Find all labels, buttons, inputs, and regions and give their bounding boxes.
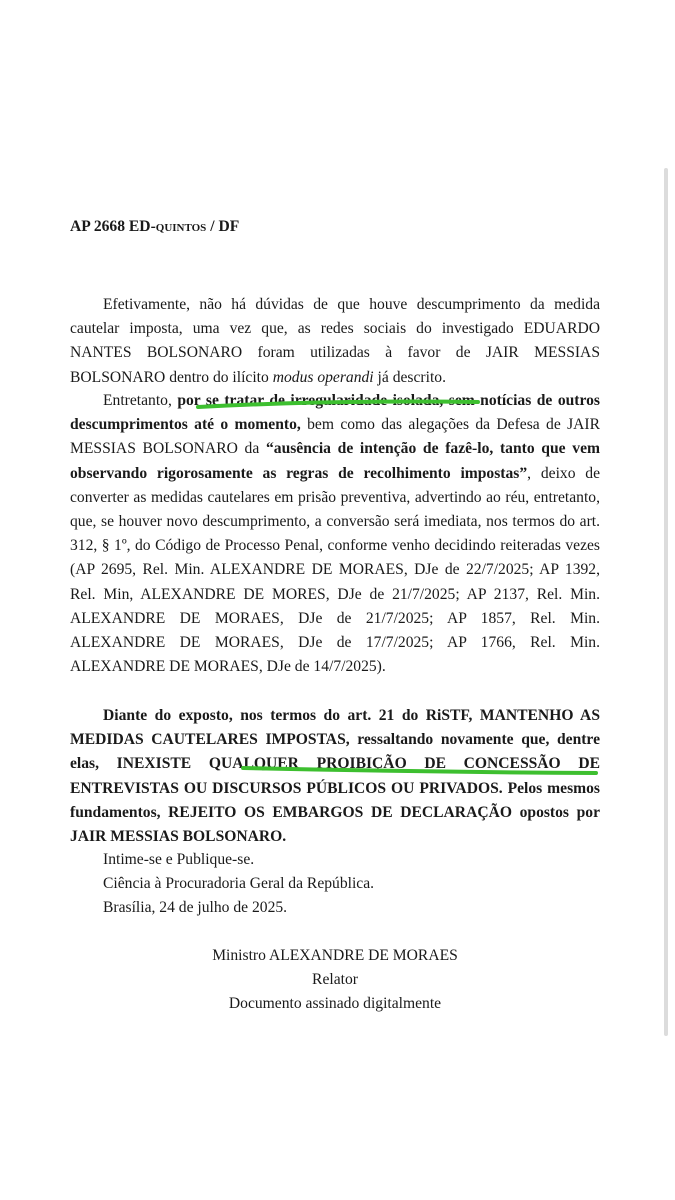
scrollbar[interactable]: [664, 168, 668, 1036]
signature-name: Ministro ALEXANDRE DE MORAES: [212, 947, 458, 964]
case-header: AP 2668 ED-quintos / DF: [70, 218, 240, 235]
closing-line-2: Ciência à Procuradoria Geral da República.: [103, 875, 375, 893]
signature-role: Relator: [312, 971, 358, 989]
closing-line-3: Brasília, 24 de julho de 2025.: [103, 899, 288, 917]
signature-note: Documento assinado digitalmente: [228, 995, 442, 1013]
closing-line-1: Intime-se e Publique-se.: [103, 851, 255, 868]
paragraph-2: Entretanto, por se tratar de irregularidade isolada, sem notícias de outros descumprimentos até o momento, bem como das alegações da Defesa de JAIR MESSIAS BOLSONARO da “ausência de intenção de fazê-lo, tanto que vem observando rigorosamente as regras de recolhimento impostas”, deixo de converter as medidas cautelares em prisão preventiva, advertindo ao réu, entretanto, que, se houver novo descumprimento, a conversão será imediata, nos termos do art. 312, § 1º, do Código de Processo Penal, conforme venho decidindo reiteradas vezes (AP 2695, Rel. Min. ALEXANDRE DE MORAES, DJe de 22/7/2025; AP 1392, Rel. Min, ALEXANDRE DE MORES, DJe de 21/7/2025; AP 2137, Rel. Min. ALEXANDRE DE MORAES, DJe de 21/7/2025; AP 1857, Rel. Min. ALEXANDRE DE MORAES, DJe de 17/7/2025; AP 1766, Rel. Min. ALEXANDRE DE MORAES, DJe de 14/7/2025).: [70, 392, 600, 676]
paragraph-1: Efetivamente, não há dúvidas de que houve descumprimento da medida cautelar imposta, uma vez que, as redes sociais do investigado EDUARDO NANTES BOLSONARO foram utilizadas à favor de JAIR MESSIAS BOLSONARO dentro do ilícito modus operandi já descrito.: [70, 296, 600, 386]
signature-block: [70, 944, 600, 1017]
closing-lines: [103, 848, 374, 921]
paragraph-decision: Diante do exposto, nos termos do art. 21 do RiSTF, MANTENHO AS MEDIDAS CAUTELARES IMPOSTAS, ressaltando novamente que, dentre elas, INEXISTE QUALQUER PROIBIÇÃO DE CONCESSÃO DE ENTREVISTAS OU DISCURSOS PÚBLICOS OU PRIVADOS. Pelos mesmos fundamentos, REJEITO OS EMBARGOS DE DECLARAÇÃO opostos por JAIR MESSIAS BOLSONARO.: [70, 707, 600, 846]
